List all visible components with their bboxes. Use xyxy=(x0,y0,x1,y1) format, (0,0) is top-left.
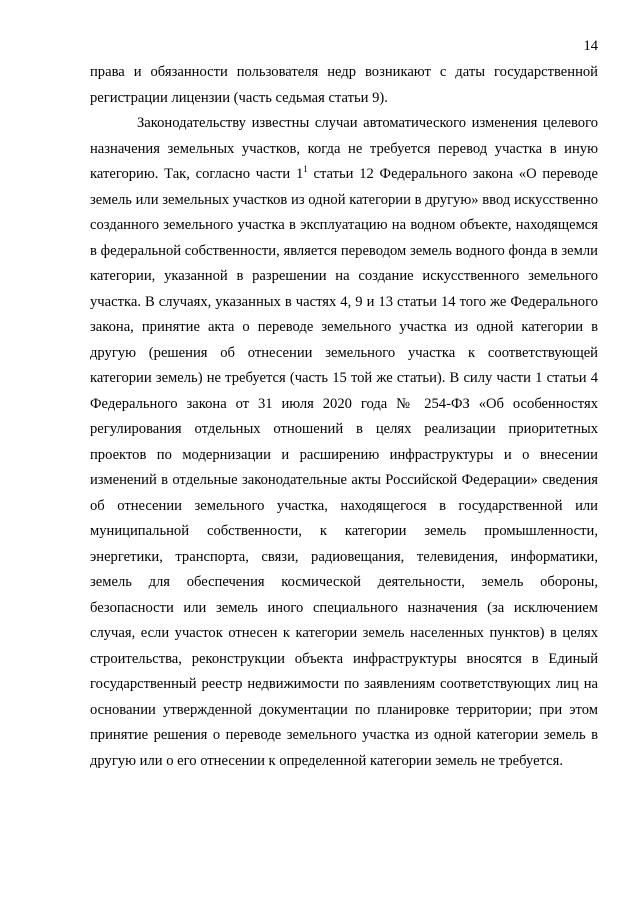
superscript-part-number: 1 xyxy=(303,164,308,174)
paragraph-main-text-end: статьи 12 Федерального закона «О переводе земель или земельных участков из одной категории в другую» ввод искусственно созданного земельного участка в эксплуатацию на водном объекте, находящемся в федеральной собственности, является переводом земель водного фонда в земли категории, указанной в разрешении на создание искусственного земельного участка. В случаях, указанных в частях 4, 9 и 13 статьи 14 того же Федерального закона, принятие акта о переводе земельного участка из одной категории в другую (решения об отнесении земельного участка к соответствующей категории земель) не требуется (часть 15 той же статьи). В силу части 1 статьи 4 Федерального закона от 31 июля 2020 года № 254-ФЗ «Об особенностях регулирования отдельных отношений в целях реализации приоритетных проектов по модернизации и расширению инфраструктуры и о внесении изменений в отдельные законодательные акты Российской Федерации» сведения об отнесении земельного участка, находящегося в государственной или муниципальной собственности, к категории земель промышленности, энергетики, транспорта, связи, радиовещания, телевидения, информатики, земель для обеспечения космической деятельности, земель обороны, безопасности или земель иного специального назначения (за исключением случая, если участок отнесен к категории земель населенных пунктов) в целях строительства, реконструкции объекта инфраструктуры вносятся в Единый государственный реестр недвижимости по заявлениям соответствующих лиц на основании утвержденной документации по планировке территории; при этом принятие решения о переводе земельного участка из одной категории земель в другую или о его отнесении к определенной категории земель не требуется. xyxy=(90,166,598,769)
page-number: 14 xyxy=(583,38,598,54)
paragraph-main-text-start: Законодательству известны случаи автоматического изменения целевого назначения земельных участков, когда не требуется перевод участка в иную категорию. Так, согласно части 1 xyxy=(90,115,598,182)
paragraph-main xyxy=(90,111,598,774)
paragraph-continuation: права и обязанности пользователя недр возникают с даты государственной регистрации лицензии (часть седьмая статьи 9). xyxy=(90,64,598,106)
